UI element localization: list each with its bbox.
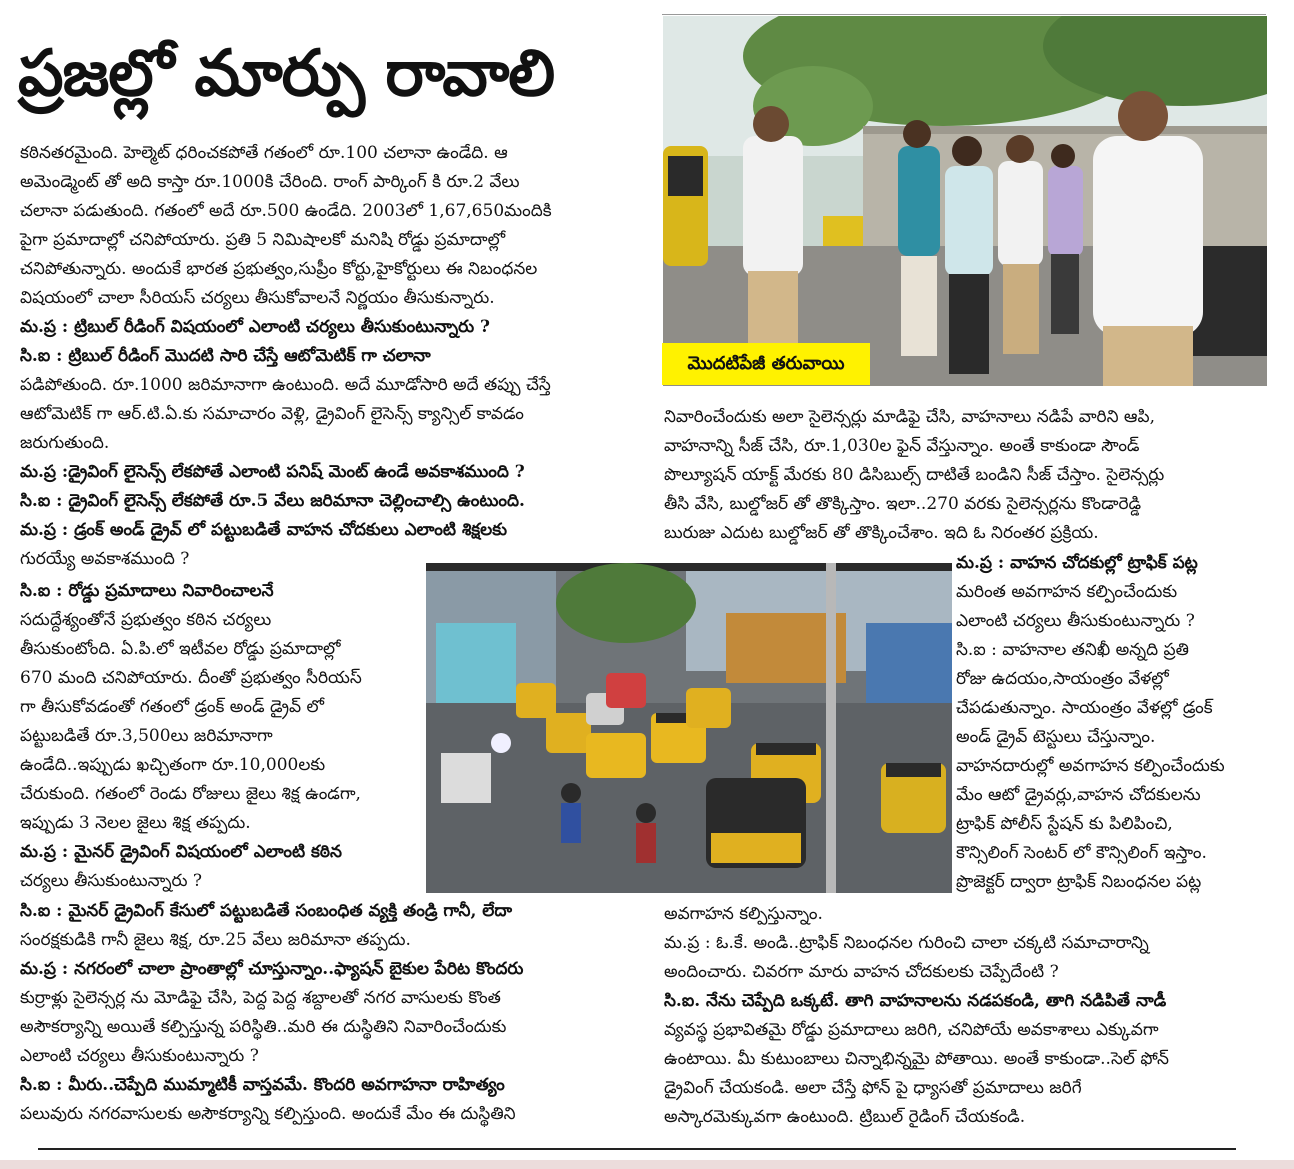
article-line: తీసి వేసి, బుల్డోజర్ తో తొక్కిస్తాం. ఇలా..270 వరకు సైలెన్సర్లను కొండారెడ్డి (664, 494, 1142, 514)
article-line: అందించారు. చివరగా మారు వాహన చోదకులకు చెప్పేదేంటి ? (664, 962, 1059, 982)
article-line: సంరక్షకుడికి గానీ జైలు శిక్ష, రూ.25 వేలు జరిమానా తప్పదు. (20, 930, 411, 950)
article-line: చేపడుతున్నాం. సాయంత్రం వేళల్లో డ్రంక్ (956, 698, 1213, 718)
article-line: ఉంటాయి. మీ కుటుంబాలు చిన్నాభిన్నమై పోతాయి. అంతే కాకుండా..సెల్ ఫోన్ (664, 1049, 1169, 1069)
article-line: సి.ఐ : ట్రిబుల్ రీడింగ్ మొదటి సారి చేస్తే ఆటోమెటిక్ గా చలానా (20, 346, 431, 366)
article-line: పొల్యూషన్ యాక్ట్ మేరకు 80 డిసిబుల్స్ దాటితే బండిని సీజ్ చేస్తాం. సైలెన్సర్లు (664, 465, 1165, 485)
article-column-right-bottom (664, 900, 1264, 1132)
article-column-bottom-left (20, 897, 640, 1129)
article-line: తీసుకుంటోంది. ఏ.పి.లో ఇటీవల రోడ్డు ప్రమాదాల్లో (20, 639, 341, 659)
top-rule (662, 14, 1266, 15)
article-line: పట్టుబడితే రూ.3,500లు జరిమానాగా (20, 726, 273, 746)
article-line: సి.ఐ : వాహనాల తనిఖీ అన్నది ప్రతి (956, 640, 1189, 660)
article-line: చలానా పడుతుంది. గతంలో అదే రూ.500 ఉండేది. 2003లో 1,67,650మందికి (20, 201, 552, 221)
article-line: సి.ఐ : డ్రైవింగ్ లైసెన్స్ లేకపోతే రూ.5 వేలు జరిమానా చెల్లించాల్సి ఉంటుంది. (20, 491, 525, 511)
article-line: ఎలాంటి చర్యలు తీసుకుంటున్నారు ? (956, 611, 1195, 631)
article-line: చేరుకుంది. గతంలో రెండు రోజులు జైలు శిక్ష ఉండగా, (20, 784, 361, 804)
article-line: 670 మంది చనిపోయారు. దీంతో ప్రభుత్వం సీరియస్ (20, 668, 362, 688)
footer-band (0, 1160, 1294, 1169)
article-line: అసౌకర్యాన్ని అయితే కల్పిస్తున్న పరిస్థితి..మరి ఈ దుస్థితిని నివారించేందుకు (20, 1017, 507, 1037)
article-line: కౌన్సిలింగ్ సెంటర్ లో కౌన్సిలింగ్ ఇస్తాం. (956, 843, 1207, 863)
article-line: ఆటోమెటిక్ గా ఆర్.టి.ఏ.కు సమాచారం వెళ్లి, డ్రైవింగ్ లైసెన్స్ క్యాన్సిల్ కావడం (20, 404, 524, 424)
article-line: సి.ఐ. నేను చెప్పేది ఒక్కటే. తాగి వాహనాలను నడపకండి, తాగి నడిపితే నాడీ (664, 991, 1167, 1011)
article-line: గురయ్యే అవకాశముంది ? (20, 549, 190, 569)
article-line: మ.ప్ర : మైనర్ డ్రైవింగ్ విషయంలో ఎలాంటి కఠిన (20, 842, 342, 862)
article-line: మ.ప్ర :డ్రైవింగ్ లైసెన్స్ లేకపోతే ఎలాంటి పనిష్ మెంట్ ఉండే అవకాశముంది ? (20, 462, 525, 482)
article-line: మరింత అవగాహన కల్పించేందుకు (956, 582, 1178, 602)
article-column-right-top (664, 403, 1264, 548)
article-line: జరుగుతుంది. (20, 433, 110, 453)
article-line: ట్రాఫిక్ పోలీస్ స్టేషన్ కు పిలిపించి, (956, 814, 1173, 834)
article-line: సి.ఐ : మైనర్ డ్రైవింగ్ కేసులో పట్టుబడితే సంబంధిత వ్యక్తి తండ్రి గానీ, లేదా (20, 901, 513, 921)
article-line: పైగా ప్రమాదాల్లో చనిపోయారు. ప్రతి 5 నిమిషాలకో మనిషి రోడ్డు ప్రమాదాల్లో (20, 230, 506, 250)
article-line: వాహనాన్ని సీజ్ చేసి, రూ.1,030ల ఫైన్ వేస్తున్నాం. అంతే కాకుండా సౌండ్ (664, 436, 1140, 456)
article-line: విషయంలో చాలా సీరియస్ చర్యలు తీసుకోవాలనే నిర్ణయం తీసుకున్నారు. (20, 288, 495, 308)
article-line: మ.ప్ర : ట్రిబుల్ రీడింగ్ విషయంలో ఎలాంటి చర్యలు తీసుకుంటున్నారు ? (20, 317, 491, 337)
article-line: సదుద్దేశ్యంతోనే ప్రభుత్వం కఠిన చర్యలు (20, 610, 272, 630)
article-line: కఠినతరమైంది. హెల్మెట్ ధరించకపోతే గతంలో రూ.100 చలానా ఉండేది. ఆ (20, 143, 508, 163)
article-line: సి.ఐ : మీరు..చెప్పేది ముమ్మాటికీ వాస్తవమే. కొందరి అవగాహనా రాహిత్యం (20, 1075, 505, 1095)
article-column-narrow (20, 577, 420, 896)
article-line: అవగాహన కల్పిస్తున్నాం. (664, 904, 823, 924)
article-line: వాహనదారుల్లో అవగాహన కల్పించేందుకు (956, 756, 1225, 776)
article-line: వ్యవస్థ ప్రభావితమై రోడ్డు ప్రమాదాలు జరిగి, చనిపోయే అవకాశాలు ఎక్కువగా (664, 1020, 1159, 1040)
article-line: అండ్ డ్రైవ్ టెస్టులు చేస్తున్నాం. (956, 727, 1156, 747)
article-line: డ్రైవింగ్ చేయకండి. అలా చేస్తే ఫోన్ పై ధ్యాసతో ప్రమాదాలు జరిగే (664, 1078, 1082, 1098)
police-photo (663, 16, 1267, 386)
traffic-photo (426, 563, 952, 893)
article-line: మ.ప్ర : ఓ.కే. అండి..ట్రాఫిక్ నిబంధనల గురించి చాలా చక్కటి సమాచారాన్ని (664, 933, 1149, 953)
article-line: ఉండేది..ఇప్పుడు ఖచ్చితంగా రూ.10,000లకు (20, 755, 326, 775)
article-line: పడిపోతుంది. రూ.1000 జరిమానాగా ఉంటుంది. అదే మూడోసారి అదే తప్పు చేస్తే (20, 375, 551, 395)
article-line: ప్రొజెక్టర్ ద్వారా ట్రాఫిక్ నిబంధనల పట్ల (956, 872, 1202, 892)
article-column-right-mid (956, 549, 1266, 897)
article-line: బురుజు ఎదుట బుల్డోజర్ తో తొక్కించేశాం. ఇది ఓ నిరంతర ప్రక్రియ. (664, 523, 1099, 543)
article-line: ఎలాంటి చర్యలు తీసుకుంటున్నారు ? (20, 1046, 259, 1066)
article-line: మ.ప్ర : నగరంలో చాలా ప్రాంతాల్లో చూస్తున్నాం..ఫ్యాషన్ బైకుల పేరిట కొందరు (20, 959, 524, 979)
article-line: చనిపోతున్నారు. అందుకే భారత ప్రభుత్వం,సుప్రీం కోర్టు,హైకోర్టులు ఈ నిబంధనల (20, 259, 538, 279)
continuation-caption: మొదటిపేజీ తరువాయి (662, 343, 870, 385)
article-line: అస్కారమెక్కువగా ఉంటుంది. ట్రిబుల్ రైడింగ్ చేయకండి. (664, 1107, 1026, 1127)
article-line: చర్యలు తీసుకుంటున్నారు ? (20, 871, 202, 891)
article-line: మ.ప్ర : డ్రంక్ అండ్ డ్రైవ్ లో పట్టుబడితే వాహన చోదకులు ఎలాంటి శిక్షలకు (20, 520, 507, 540)
article-line: మ.ప్ర : వాహన చోదకుల్లో ట్రాఫిక్ పట్ల (956, 553, 1198, 573)
article-line: రోజు ఉదయం,సాయంత్రం వేళల్లో (956, 669, 1169, 689)
article-line: మేం ఆటో డ్రైవర్లు,వాహన చోదకులను (956, 785, 1201, 805)
article-line: గా తీసుకోవడంతో గతంలో డ్రంక్ అండ్ డ్రైవ్ లో (20, 697, 324, 717)
footer-rule (38, 1148, 1236, 1150)
article-line: ఇప్పుడు 3 నెలల జైలు శిక్ష తప్పదు. (20, 813, 251, 833)
article-line: నివారించేందుకు అలా సైలెన్సర్లు మాడిఫై చేసి, వాహనాలు నడిపే వారిని ఆపి, (664, 407, 1155, 427)
article-column-left (20, 139, 640, 574)
article-line: అమెండ్మెంట్ తో అది కాస్తా రూ.1000కి చేరింది. రాంగ్ పార్కింగ్ కి రూ.2 వేలు (20, 172, 520, 192)
article-line: సి.ఐ : రోడ్డు ప్రమాదాలు నివారించాలనే (20, 581, 274, 601)
article-line: పలువురు నగరవాసులకు అసౌకర్యాన్ని కల్పిస్తుంది. అందుకే మేం ఈ దుస్థితిని (20, 1104, 516, 1124)
article-line: కుర్రాళ్లు సైలెన్సర్ల ను మోడిఫై చేసి, పెద్ద పెద్ద శబ్దాలతో నగర వాసులకు కొంత (20, 988, 501, 1008)
page-headline: ప్రజల్లో మార్పు రావాలి (18, 37, 555, 111)
